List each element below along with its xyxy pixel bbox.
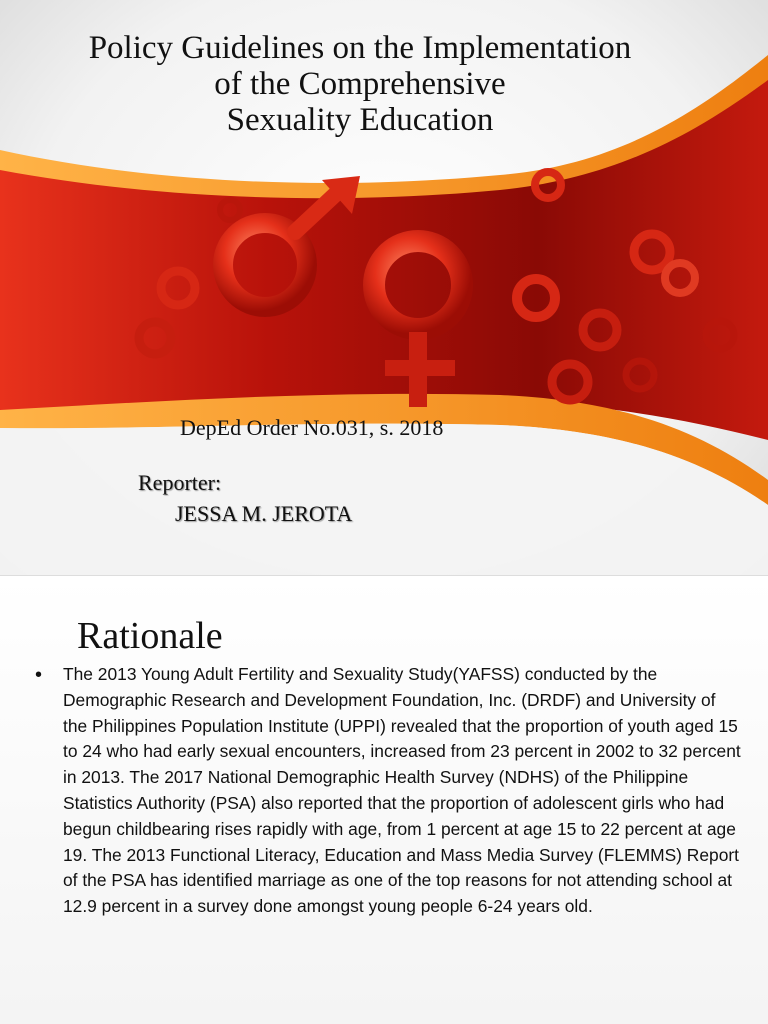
rationale-slide <box>0 576 768 1024</box>
bullet-icon: • <box>35 664 43 686</box>
rationale-paragraph: The 2013 Young Adult Fertility and Sexuality Study(YAFSS) conducted by the Demographic Research and Development Foundation, Inc. (DRDF) and University of the Philippines Population Institute (UPPI) revealed that the proportion of youth aged 15 to 24 who had early sexual encounters, increased from 23 percent in 2002 to 32 percent in 2013. The 2017 National Demographic Health Survey (NDHS) of the Philippine Statistics Authority (PSA) also reported that the proportion of adolescent girls who had begun childbearing rises rapidly with age, from 1 percent at age 15 to 22 percent at age 19. The 2013 Functional Literacy, Education and Mass Media Survey (FLEMMS) Report of the PSA has identified marriage as one of the top reasons for not attending school at 12.9 percent in a survey done amongst young people 6-24 years old. <box>63 664 741 917</box>
reporter-label: Reporter: <box>138 470 222 495</box>
title-line: of the Comprehensive <box>214 66 506 102</box>
reporter-name: JESSA M. JEROTA <box>175 501 353 526</box>
deped-order-subtitle: DepEd Order No.031, s. 2018 <box>180 415 444 440</box>
title-line: Policy Guidelines on the Implementation <box>88 30 632 66</box>
presentation-title <box>30 30 690 138</box>
rationale-heading: Rationale <box>77 615 223 657</box>
title-line: Sexuality Education <box>226 102 494 138</box>
